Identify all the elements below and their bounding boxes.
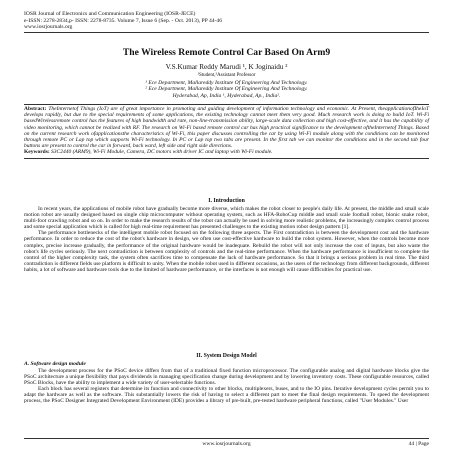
affiliations bbox=[0, 80, 453, 99]
footer-url: www.iosrjournals.org bbox=[202, 441, 251, 447]
footer-divider bbox=[24, 438, 429, 439]
abstract-box bbox=[24, 104, 429, 159]
system-design-body bbox=[24, 368, 429, 405]
subsection-heading: A. Software design module bbox=[24, 361, 86, 367]
introduction-body bbox=[24, 206, 429, 273]
paragraph: In recent years, the applications of mobile robot have gradually become more diverse, which makes the robot closer to people's daily life. At present, the middle and small scale motion robot are usually designed based on single chip microcomputer without operating system, such as HFA-RoboCup middle and small scale football robot, bionic snake robot, multi-foot crawling robot and so on. In order to make the research results of the robot can actually be used in solving more realistic problems, the increasingly complex control process and some special application which is called for high real-time requirement has presented challenges to the existing motion robot design pattern [1]. bbox=[24, 206, 429, 231]
abstract-text: TheInternetof Things (IoT) are of great importance in promoting and guiding development of information technology and economic. At Present, theapplicationofIheIoT develops rapidly, but due to the special requirements of some applications, the existing technology cannot meet them very good. Much research work is doing to build IoT. Wi-Fi basedWirelessremote control has the features of high bandwidth and rate, non-line-transmission ability, large-scale data collection and high cost-effective, and it has the capability of video monitoring, which cannot be realized with RF. The research on Wi-Fi based remote control car has high practical significance to the development oftheInternetof Things. Based on the current research work ofapplicationsthe characteristics of Wi-Fi, this paper discusses controlling the car by using Wi-Fi module along with the conditions can be monitored through remote PC or Lap top which supports Wi-Fi technology. In PC or Lap top two tabs are present. In the first tab we can monitor the conditions and in the second tab four buttons are present to control the car in forward, back ward, left side and right side directions. bbox=[24, 106, 429, 150]
header-divider bbox=[24, 32, 429, 33]
keywords-text: S3C2440 (ARM9), Wi-Fi Module, Camera, DC motors with driver IC and laptop with Wi-Fi module. bbox=[51, 149, 273, 156]
journal-name: IOSR Journal of Electronics and Communication Engineering (IOSR-JECE) bbox=[24, 11, 196, 17]
paragraph: The development process for the PSoC device differs from that of a traditional fixed function microprocessor. The configurable analog and digital hardware blocks give the PSoC architecture a unique flexibility that pays dividends in managing specification change during development and by lowering inventory costs. These configurable resources, called PSoC Blocks, have the ability to implement a wide variety of user-selectable functions. bbox=[24, 368, 429, 387]
paragraph: Each block has several registers that determine its function and connectivity to other blocks, multiplexers, buses, and to the IO pins. Iterative development cycles permit you to adapt the hardware as well as the software. This substantially lowers the risk of having to select a different part to meet the final design requirements. To speed the development process, the PSoC Designer Integrated Development Environment (IDE) provides a library of pre-built, pre-tested hardware peripheral functions, called "User Modules." User bbox=[24, 386, 429, 405]
section-heading-system-design: II. System Design Model bbox=[196, 353, 257, 359]
author-roles: ¹Student,²Assistant Professor bbox=[197, 73, 256, 78]
paragraph: The performance bottlenecks of the intelligent mobile robot focused on the following three aspects. The First contradiction is between the development cost and the hardware performance. In order to reduce the cost of the robot's hardware in design, we often use cost-effective hardware to build the robot system. However, when the controls become more complex, precise increase gradually, the performance of the original hardware would be inadequate. Rebuild the robot will not only increase the cost of inputs, but also waste the robot's life cycles seriously. The next contradiction is between complexity of controls and the real-time performance. When the hardware performance is insufficient to complete the control of the higher complexity task, the system often sacrifices time to compensate the lack of hardware performance. So that it brings a serious problem in real time. The third contradiction is different fields use platform is difficult to unity. When the mobile robot used in different occasions, as the users of the technology from different backgrounds, different habits, a lot of software and hardware tools due to the limited of hardware performance, or the interfaces is not enough will cause difficulties for practical use. bbox=[24, 230, 429, 273]
section-heading-introduction: I. Introduction bbox=[208, 198, 245, 204]
affiliation-1: ¹ Ece Department, Mallareddy Institute Of Engineering And Technology. bbox=[145, 80, 308, 86]
affiliation-location: Hyderabad, Ap, India ¹, Hyderabad, Ap., India². bbox=[172, 92, 281, 99]
running-header bbox=[24, 11, 222, 31]
journal-url: www.iosrjournals.org bbox=[24, 24, 73, 31]
abstract-label: Abstract: bbox=[24, 106, 47, 112]
author-list: V.S.Kumar Reddy Marudi ¹, K Joginaidu ² bbox=[165, 63, 288, 71]
keywords-label: Keywords: bbox=[24, 149, 50, 156]
paper-title: The Wireless Remote Control Car Based On Arm9 bbox=[122, 47, 331, 58]
affiliation-2: ² Ece Department, Mallareddy Institute Of Engineering And Technology. bbox=[145, 86, 308, 93]
page-number: 44 | Page bbox=[408, 441, 429, 447]
issn-line: e-ISSN: 2278-2834,p- ISSN: 2278-8735. Volume 7, Issue 6 (Sep. - Oct. 2013), PP 44-46 bbox=[24, 17, 223, 24]
